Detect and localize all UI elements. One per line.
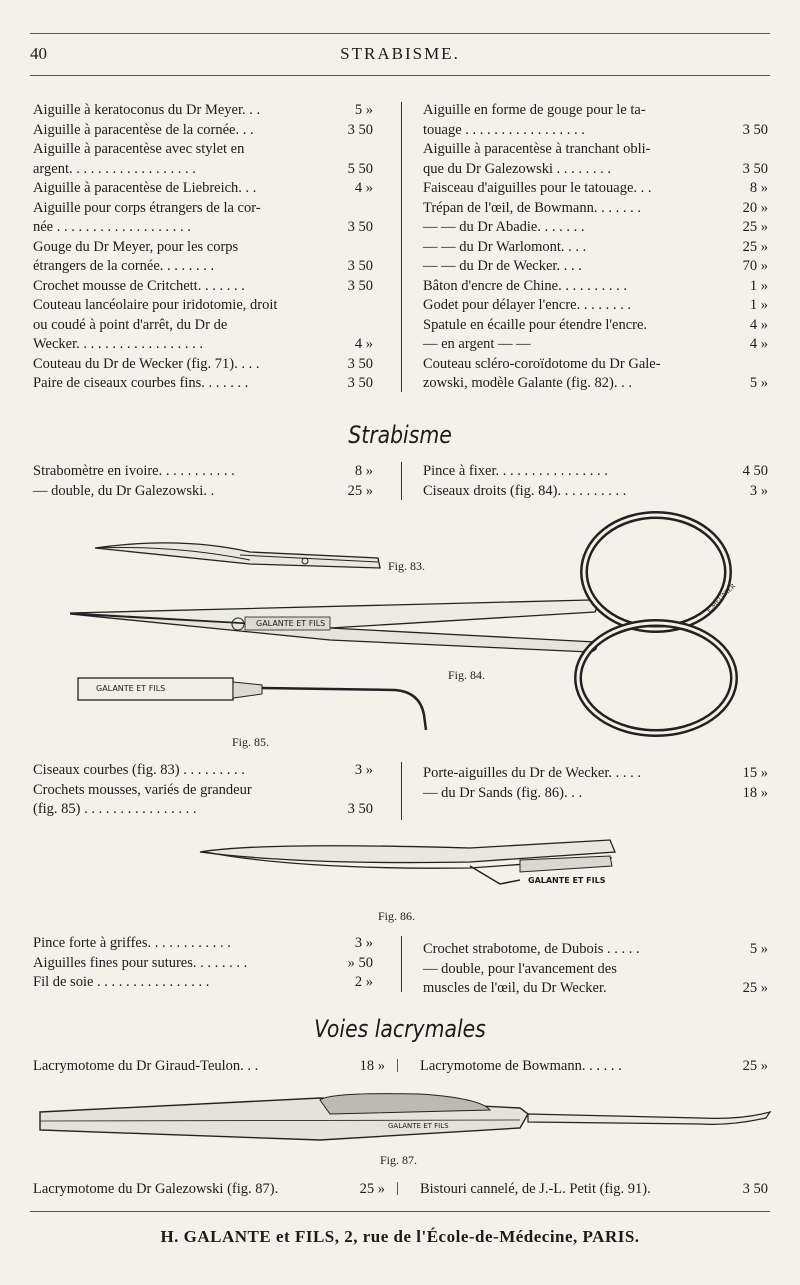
strabisme-left-list-3 xyxy=(33,934,373,993)
item-price: 15 » xyxy=(742,765,768,781)
item-name: Crochets mousses, variés de grandeur xyxy=(33,781,252,798)
item-name: Aiguille à paracentèse à tranchant obli- xyxy=(423,141,651,157)
section-title-strabisme: Strabisme xyxy=(348,421,452,449)
item-name: Spatule en écaille pour étendre l'encre. xyxy=(423,316,648,333)
item-name: zowski, modèle Galante (fig. 82). . . xyxy=(423,375,632,391)
lacrymotome-illustration xyxy=(40,1094,770,1140)
item-name: — en argent — — xyxy=(423,336,531,352)
item-name: Ciseaux droits (fig. 84). . . . . . . . . . xyxy=(423,482,627,499)
item-name: Crochet mousse de Critchett. . . . . . . xyxy=(33,277,245,294)
item-name: Trépan de l'œil, de Bowmann. . . . . . . xyxy=(423,199,641,216)
item-price: 20 » xyxy=(742,199,768,216)
item-price: » 50 xyxy=(347,954,373,971)
item-name: ou coudé à point d'arrêt, du Dr de xyxy=(33,316,228,333)
item-price: 2 » xyxy=(354,974,373,990)
column-divider xyxy=(401,762,402,820)
item-price: 18 » xyxy=(359,1058,385,1074)
section-title-voies-lacrymales: Voies lacrymales xyxy=(314,1015,486,1043)
item-name: Godet pour délayer l'encre. . . . . . . . xyxy=(423,297,631,313)
item-name: Lacrymotome du Dr Galezowski (fig. 87). xyxy=(33,1181,279,1197)
list-item xyxy=(33,973,373,993)
item-name: Faisceau d'aiguilles pour le tatouage. . . xyxy=(423,180,652,196)
item-name: Aiguille à paracentèse de la cornée. . . xyxy=(33,121,254,138)
item-name: Gouge du Dr Meyer, pour les corps xyxy=(33,238,239,255)
item-price: 3 » xyxy=(354,762,373,778)
item-name: Aiguille pour corps étrangers de la cor- xyxy=(33,199,261,216)
voies-row1-left xyxy=(33,1057,385,1077)
item-price: 8 » xyxy=(749,180,768,196)
item-name: née . . . . . . . . . . . . . . . . . . . xyxy=(33,219,191,235)
list-item xyxy=(33,934,373,954)
holder-maker-stamp: GALANTE ET FILS xyxy=(528,876,606,885)
item-name: Fil de soie . . . . . . . . . . . . . . . . xyxy=(33,974,210,990)
item-name: Aiguilles fines pour sutures. . . . . . . . xyxy=(33,954,248,971)
item-price: 3 50 xyxy=(347,355,373,372)
voies-row1-right xyxy=(420,1057,768,1077)
item-price: 4 » xyxy=(354,336,373,352)
item-price: 25 » xyxy=(359,1181,385,1197)
item-name: Couteau scléro-coroïdotome du Dr Gale- xyxy=(423,355,661,372)
item-name: Lacrymotome du Dr Giraud-Teulon. . . xyxy=(33,1058,259,1074)
crochet-maker-stamp: GALANTE ET FILS xyxy=(96,684,166,693)
curved-scissors-illustration xyxy=(95,543,380,568)
item-price: 3 50 xyxy=(347,121,373,138)
item-price: 4 » xyxy=(749,336,768,352)
lacrymotome-maker-stamp: GALANTE ET FILS xyxy=(388,1122,449,1130)
voies-row2-left xyxy=(33,1180,385,1200)
list-item xyxy=(423,784,768,804)
list-item xyxy=(33,800,373,820)
item-name: — — du Dr Abadie. . . . . . . xyxy=(423,219,585,235)
list-item xyxy=(33,781,373,801)
strabisme-right-list-2 xyxy=(423,764,768,803)
item-price: 4 » xyxy=(354,180,373,196)
item-name: Aiguille à paracentèse de Liebreich. . . xyxy=(33,180,257,196)
publisher-footer: H. GALANTE et FILS, 2, rue de l'École-de-Médecine, PARIS. xyxy=(160,1227,640,1246)
item-name: Porte-aiguilles du Dr de Wecker. . . . . xyxy=(423,765,642,781)
item-price: 3 » xyxy=(749,482,768,499)
page-number: 40 xyxy=(30,44,47,63)
item-name: Bistouri cannelé, de J.-L. Petit (fig. 91). xyxy=(420,1181,651,1197)
item-price: 4 » xyxy=(749,316,768,333)
item-name: Lacrymotome de Bowmann. . . . . . xyxy=(420,1058,622,1074)
item-name: Couteau lancéolaire pour iridotomie, droit xyxy=(33,297,278,313)
item-name: Couteau du Dr de Wecker (fig. 71). . . . xyxy=(33,355,260,372)
item-price: 5 » xyxy=(749,375,768,391)
item-price: 3 50 xyxy=(347,801,373,817)
item-price: 5 50 xyxy=(347,160,373,177)
item-price: 5 » xyxy=(749,941,768,957)
fig-86-caption: Fig. 86. xyxy=(378,909,416,923)
item-price: 3 50 xyxy=(742,160,768,177)
item-price: 8 » xyxy=(354,463,373,479)
item-price: 18 » xyxy=(742,784,768,801)
item-price: 25 » xyxy=(742,1058,768,1074)
fig-85-caption: Fig. 85. xyxy=(232,735,270,749)
voies-row2-right xyxy=(420,1180,768,1200)
item-name: Bâton d'encre de Chine. . . . . . . . . . xyxy=(423,277,627,294)
item-name: — du Dr Sands (fig. 86). . . xyxy=(423,784,583,801)
item-name: Aiguille en forme de gouge pour le ta- xyxy=(423,102,646,118)
row-separator: | xyxy=(396,1180,399,1196)
scissors-maker-stamp: GALANTE ET FILS xyxy=(256,619,326,628)
item-price: 5 » xyxy=(354,102,373,118)
item-name: étrangers de la cornée. . . . . . . . xyxy=(33,258,215,274)
list-item xyxy=(423,940,768,960)
fig-87-caption: Fig. 87. xyxy=(380,1153,418,1167)
strabisme-right-list-3 xyxy=(423,940,768,999)
item-name: — — du Dr Warlomont. . . . xyxy=(423,238,587,255)
item-name: Aiguille à keratoconus du Dr Meyer. . . xyxy=(33,102,261,118)
strabisme-left-list-2 xyxy=(33,761,373,820)
column-divider xyxy=(401,936,402,992)
list-item xyxy=(423,960,768,980)
item-name: — double, du Dr Galezowski. . xyxy=(33,482,215,499)
item-price: 4 50 xyxy=(742,463,768,479)
item-price: 3 50 xyxy=(347,277,373,294)
item-name: touage . . . . . . . . . . . . . . . . . xyxy=(423,121,585,138)
fig-84-caption: Fig. 84. xyxy=(448,668,486,682)
item-price: 3 50 xyxy=(742,1181,768,1197)
item-price: 3 50 xyxy=(347,375,373,391)
item-price: 25 » xyxy=(742,980,768,996)
item-name: Pince forte à griffes. . . . . . . . . . . . xyxy=(33,935,231,951)
footer-rule xyxy=(30,1211,770,1212)
list-item xyxy=(423,764,768,784)
item-name: (fig. 85) . . . . . . . . . . . . . . . . xyxy=(33,801,197,817)
row-separator: | xyxy=(396,1057,399,1073)
item-name: Strabomètre en ivoire. . . . . . . . . . . xyxy=(33,463,235,479)
item-name: — double, pour l'avancement des xyxy=(423,960,617,977)
item-name: argent. . . . . . . . . . . . . . . . . . xyxy=(33,160,196,177)
fig-83-caption: Fig. 83. xyxy=(388,559,426,573)
item-name: Ciseaux courbes (fig. 83) . . . . . . . . . xyxy=(33,762,245,778)
item-price: 25 » xyxy=(742,238,768,255)
item-price: 3 50 xyxy=(742,121,768,138)
item-name: muscles de l'œil, du Dr Wecker. xyxy=(423,980,607,996)
list-item xyxy=(33,954,373,974)
list-item xyxy=(33,761,373,781)
item-name: Crochet strabotome, de Dubois . . . . . xyxy=(423,941,640,957)
item-name: que du Dr Galezowski . . . . . . . . xyxy=(423,160,612,177)
item-name: Aiguille à paracentèse avec stylet en xyxy=(33,141,245,157)
page-title: STRABISME. xyxy=(340,44,460,63)
item-price: 3 50 xyxy=(347,258,373,274)
item-price: 3 » xyxy=(354,935,373,951)
item-name: Paire de ciseaux courbes fins. . . . . . . xyxy=(33,375,249,391)
item-price: 1 » xyxy=(749,297,768,313)
item-name: — — du Dr de Wecker. . . . xyxy=(423,258,582,274)
list-item xyxy=(423,979,768,999)
item-price: 1 » xyxy=(749,277,768,294)
item-name: Wecker. . . . . . . . . . . . . . . . . . xyxy=(33,336,203,352)
item-price: 3 50 xyxy=(347,219,373,235)
engraver-signature: E.MEUNIER xyxy=(704,581,738,615)
item-name: Pince à fixer. . . . . . . . . . . . . . . . xyxy=(423,463,608,479)
item-price: 25 » xyxy=(347,482,373,499)
item-price: 25 » xyxy=(742,219,768,235)
item-price: 70 » xyxy=(742,258,768,274)
